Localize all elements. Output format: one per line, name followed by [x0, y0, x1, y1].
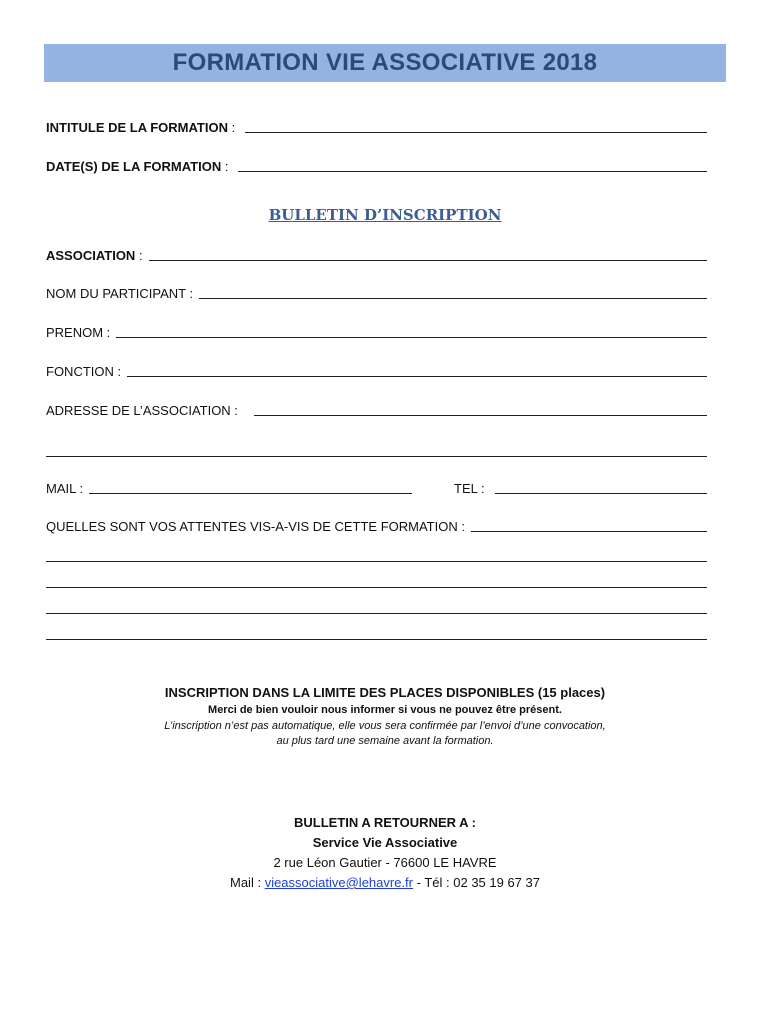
expectations-line-5[interactable] [46, 639, 707, 640]
expectations-line-2[interactable] [46, 561, 707, 562]
title-banner [44, 44, 726, 82]
participant-name-row [46, 286, 707, 301]
training-dates-row [46, 159, 707, 174]
notice-italic-2: au plus tard une semaine avant la formation. [276, 735, 494, 747]
tel-row [454, 481, 707, 496]
firstname-field[interactable] [116, 337, 707, 338]
function-field[interactable] [127, 376, 707, 377]
training-title-label: INTITULE DE LA FORMATION [46, 120, 228, 135]
notice-italic-1: L’inscription n’est pas automatique, elle vous sera confirmée par l’envoi d’une convocation, [164, 720, 606, 732]
firstname-row [46, 325, 707, 340]
return-heading: BULLETIN A RETOURNER A : [294, 815, 476, 830]
association-field[interactable] [149, 260, 707, 261]
return-address: 2 rue Léon Gautier - 76600 LE HAVRE [273, 855, 497, 870]
mail-row [46, 481, 412, 496]
function-label: FONCTION : [46, 364, 122, 379]
mail-prefix: Mail : [230, 875, 262, 890]
training-title-row [46, 120, 707, 135]
mail-field[interactable] [89, 493, 412, 494]
notice-heading: INSCRIPTION DANS LA LIMITE DES PLACES DISPONIBLES (15 places) [164, 685, 606, 700]
section-title: BULLETIN D’INSCRIPTION [268, 206, 502, 224]
tel-field[interactable] [495, 493, 707, 494]
return-block [0, 813, 770, 893]
participant-name-label: NOM DU PARTICIPANT : [46, 286, 194, 301]
notice-block [0, 685, 770, 747]
address-field[interactable] [254, 415, 707, 416]
phone-text: - Tél : 02 35 19 67 37 [416, 875, 540, 890]
colon: : [135, 248, 143, 263]
colon: : [227, 120, 236, 135]
expectations-line-3[interactable] [46, 587, 707, 588]
association-row [46, 248, 707, 263]
email-link[interactable]: vieassociative@lehavre.fr [264, 875, 414, 890]
training-dates-label: DATE(S) DE LA FORMATION [46, 159, 222, 174]
participant-name-field[interactable] [199, 298, 707, 299]
training-title-field[interactable] [245, 132, 707, 133]
function-row [46, 364, 707, 379]
expectations-row [46, 519, 707, 534]
tel-label: TEL : [454, 481, 485, 496]
notice-subheading: Merci de bien vouloir nous informer si vous ne pouvez être présent. [208, 704, 562, 716]
address-line-2[interactable] [46, 456, 707, 457]
address-row [46, 403, 707, 418]
training-dates-field[interactable] [238, 171, 707, 172]
expectations-field[interactable] [471, 531, 707, 532]
address-label: ADRESSE DE L’ASSOCIATION : [46, 403, 238, 418]
colon: : [221, 159, 229, 174]
association-label: ASSOCIATION [46, 248, 136, 263]
return-contact [0, 873, 770, 893]
return-service: Service Vie Associative [312, 835, 458, 850]
expectations-line-4[interactable] [46, 613, 707, 614]
expectations-label: QUELLES SONT VOS ATTENTES VIS-A-VIS DE CETTE FORMATION : [46, 519, 465, 534]
page-title: FORMATION VIE ASSOCIATIVE 2018 [172, 49, 598, 76]
mail-label: MAIL : [46, 481, 84, 496]
firstname-label: PRENOM : [46, 325, 111, 340]
